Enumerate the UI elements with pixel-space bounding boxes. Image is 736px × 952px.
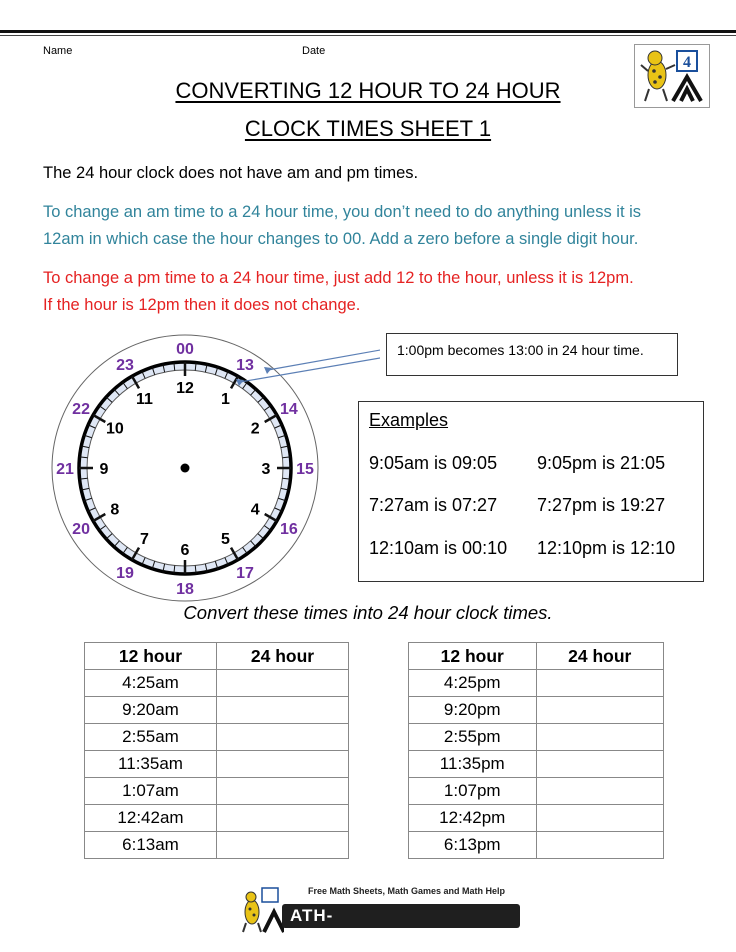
clock-number-12h: 4 [250,501,260,519]
answer-cell[interactable] [536,697,664,724]
table-row [85,724,349,751]
time-12h: 9:20am [85,697,217,724]
table-row [409,805,664,832]
clock-number-12h: 8 [110,501,120,519]
time-12h: 12:42am [85,805,217,832]
clock-number-12h: 2 [250,420,260,438]
footer-brand-bar[interactable] [282,904,520,945]
time-12h: 12:42pm [409,805,537,832]
clock-number-12h: 6 [180,542,190,559]
clock-number-24h: 18 [176,581,194,598]
pm-rule-line1: To change a pm time to a 24 hour time, just add 12 to the hour, unless it is 12pm. [43,269,634,287]
answer-cell[interactable] [536,724,664,751]
table-row [409,751,664,778]
time-12h: 1:07am [85,778,217,805]
time-12h: 11:35am [85,751,217,778]
pm-rule-line2: If the hour is 12pm then it does not change. [43,296,361,314]
clock-number-12h: 7 [140,531,149,549]
table-row [409,778,664,805]
answer-cell[interactable] [536,832,664,859]
table-row [85,751,349,778]
name-label: Name [43,45,73,57]
time-12h: 11:35pm [409,751,537,778]
time-12h: 4:25pm [409,670,537,697]
exercise-instruction: Convert these times into 24 hour clock times. [183,602,553,623]
table-header-row [409,643,664,670]
clock-number-24h: 13 [236,357,254,375]
table-row [409,697,664,724]
clock-number-24h: 22 [72,401,90,418]
clock-number-12h: 9 [99,461,109,478]
col-12-hour: 12 hour [409,643,537,670]
clock-number-24h: 21 [56,461,74,478]
table-row [85,832,349,859]
clock-number-24h: 19 [116,564,134,582]
examples-box [358,401,704,582]
answer-cell[interactable] [536,670,664,697]
answer-cell[interactable] [536,778,664,805]
time-12h: 2:55pm [409,724,537,751]
clock-number-24h: 23 [116,357,134,375]
time-12h: 9:20pm [409,697,537,724]
clock-number-12h: 12 [176,380,194,397]
clock-number-12h: 3 [261,461,271,478]
table-row [85,670,349,697]
am-rule-line2: 12am in which case the hour changes to 00. Add a zero before a single digit hour. [43,230,639,248]
time-12h: 6:13am [85,832,217,859]
time-12h: 1:07pm [409,778,537,805]
time-12h: 6:13pm [409,832,537,859]
example-pm-1: 9:05pm is 21:05 [537,453,666,473]
clock-number-24h: 14 [280,401,298,418]
clock-diagram [0,330,380,610]
table-row [409,670,664,697]
am-rule-line1: To change an am time to a 24 hour time, you don’t need to do anything unless it is [43,203,642,221]
clock-number-24h: 15 [296,461,314,478]
examples-title: Examples [369,410,449,430]
clock-number-12h: 11 [136,390,153,408]
clock-number-24h: 16 [280,521,298,538]
answer-cell[interactable] [536,751,664,778]
clock-number-24h: 00 [176,341,194,358]
pm-conversion-table [408,642,664,859]
example-am-2: 7:27am is 07:27 [369,495,498,515]
clock-number-24h: 20 [72,521,90,538]
col-24-hour: 24 hour [217,643,349,670]
callout-arrow-to-13 [268,349,380,370]
col-24-hour: 24 hour [536,643,664,670]
answer-cell[interactable] [217,751,349,778]
page-title-line2: CLOCK TIMES SHEET 1 [244,116,492,141]
table-header-row [85,643,349,670]
table-row [409,724,664,751]
answer-cell[interactable] [217,778,349,805]
table-row [85,697,349,724]
clock-number-12h: 5 [221,531,230,549]
date-label: Date [302,45,326,57]
table-row [85,805,349,832]
footer-brand-text[interactable]: ATH-SALAMANDERS.COM [290,906,482,945]
clock-number-12h: 10 [105,420,124,438]
time-12h: 4:25am [85,670,217,697]
time-12h: 2:55am [85,724,217,751]
clock-number-24h: 17 [236,564,254,582]
top-rule-thin [0,35,736,36]
clock-number-12h: 1 [221,390,230,408]
am-conversion-table [84,642,349,859]
intro-text: The 24 hour clock does not have am and pm times. [43,164,419,182]
example-pm-2: 7:27pm is 19:27 [537,495,666,515]
example-am-3: 12:10am is 00:10 [369,538,508,558]
answer-cell[interactable] [217,724,349,751]
answer-cell[interactable] [536,805,664,832]
page-title-line1: CONVERTING 12 HOUR TO 24 HOUR [175,78,561,103]
col-12-hour: 12 hour [85,643,217,670]
logo-badge-number: 4 [683,54,691,71]
table-row [409,832,664,859]
example-pm-3: 12:10pm is 12:10 [537,538,676,558]
answer-cell[interactable] [217,670,349,697]
salamander-footer-icon [236,886,284,934]
table-row [85,778,349,805]
callout-box: 1:00pm becomes 13:00 in 24 hour time. [386,333,678,376]
top-rule-thick [0,30,736,33]
footer-banner [236,886,526,945]
clock-center-dot [181,464,190,473]
footer-tagline: Free Math Sheets, Math Games and Math Help [308,886,506,896]
example-am-1: 9:05am is 09:05 [369,453,498,473]
answer-cell[interactable] [217,805,349,832]
answer-cell[interactable] [217,697,349,724]
answer-cell[interactable] [217,832,349,859]
